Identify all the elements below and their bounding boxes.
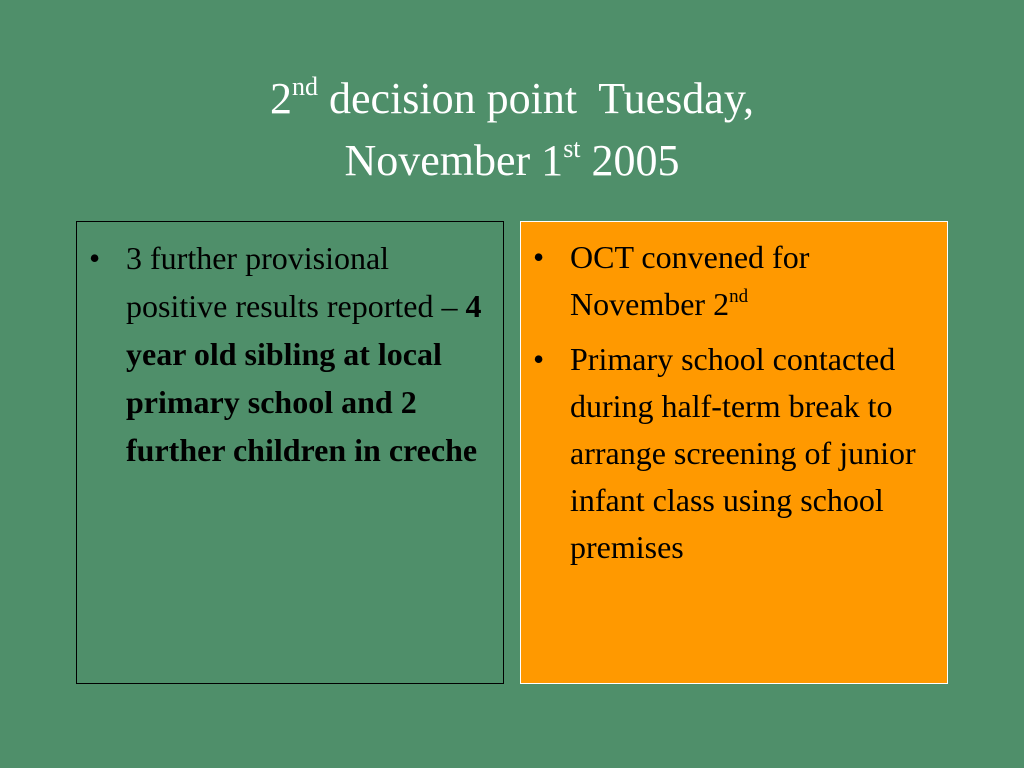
- title-line-2: November 1st 2005: [344, 134, 680, 185]
- left-content-box: [76, 221, 504, 684]
- slide-title: [0, 68, 1024, 192]
- left-bullet-list: [77, 222, 503, 474]
- bullet-icon: •: [533, 341, 545, 377]
- bullet-text-bold: 4 year old sibling at local primary school and 2 further children in creche: [126, 288, 482, 468]
- bullet-text: OCT convened for November 2: [570, 239, 810, 322]
- bullet-icon: •: [89, 240, 101, 276]
- bullet-text-plain: 3 further provisional positive results reported –: [126, 240, 466, 324]
- bullet-icon: •: [533, 239, 545, 275]
- right-content-box: [520, 221, 948, 684]
- title-line-1: 2nd decision point Tuesday,: [270, 72, 754, 123]
- right-bullet-list: [521, 222, 947, 571]
- right-bullet-item-oct: [527, 234, 937, 328]
- left-bullet-item: [83, 234, 493, 474]
- bullet-text: Primary school contacted during half-term break to arrange screening of junior infant class using school premises: [570, 341, 916, 565]
- right-bullet-item-school: [527, 336, 937, 571]
- bullet-text-sup: nd: [729, 286, 749, 307]
